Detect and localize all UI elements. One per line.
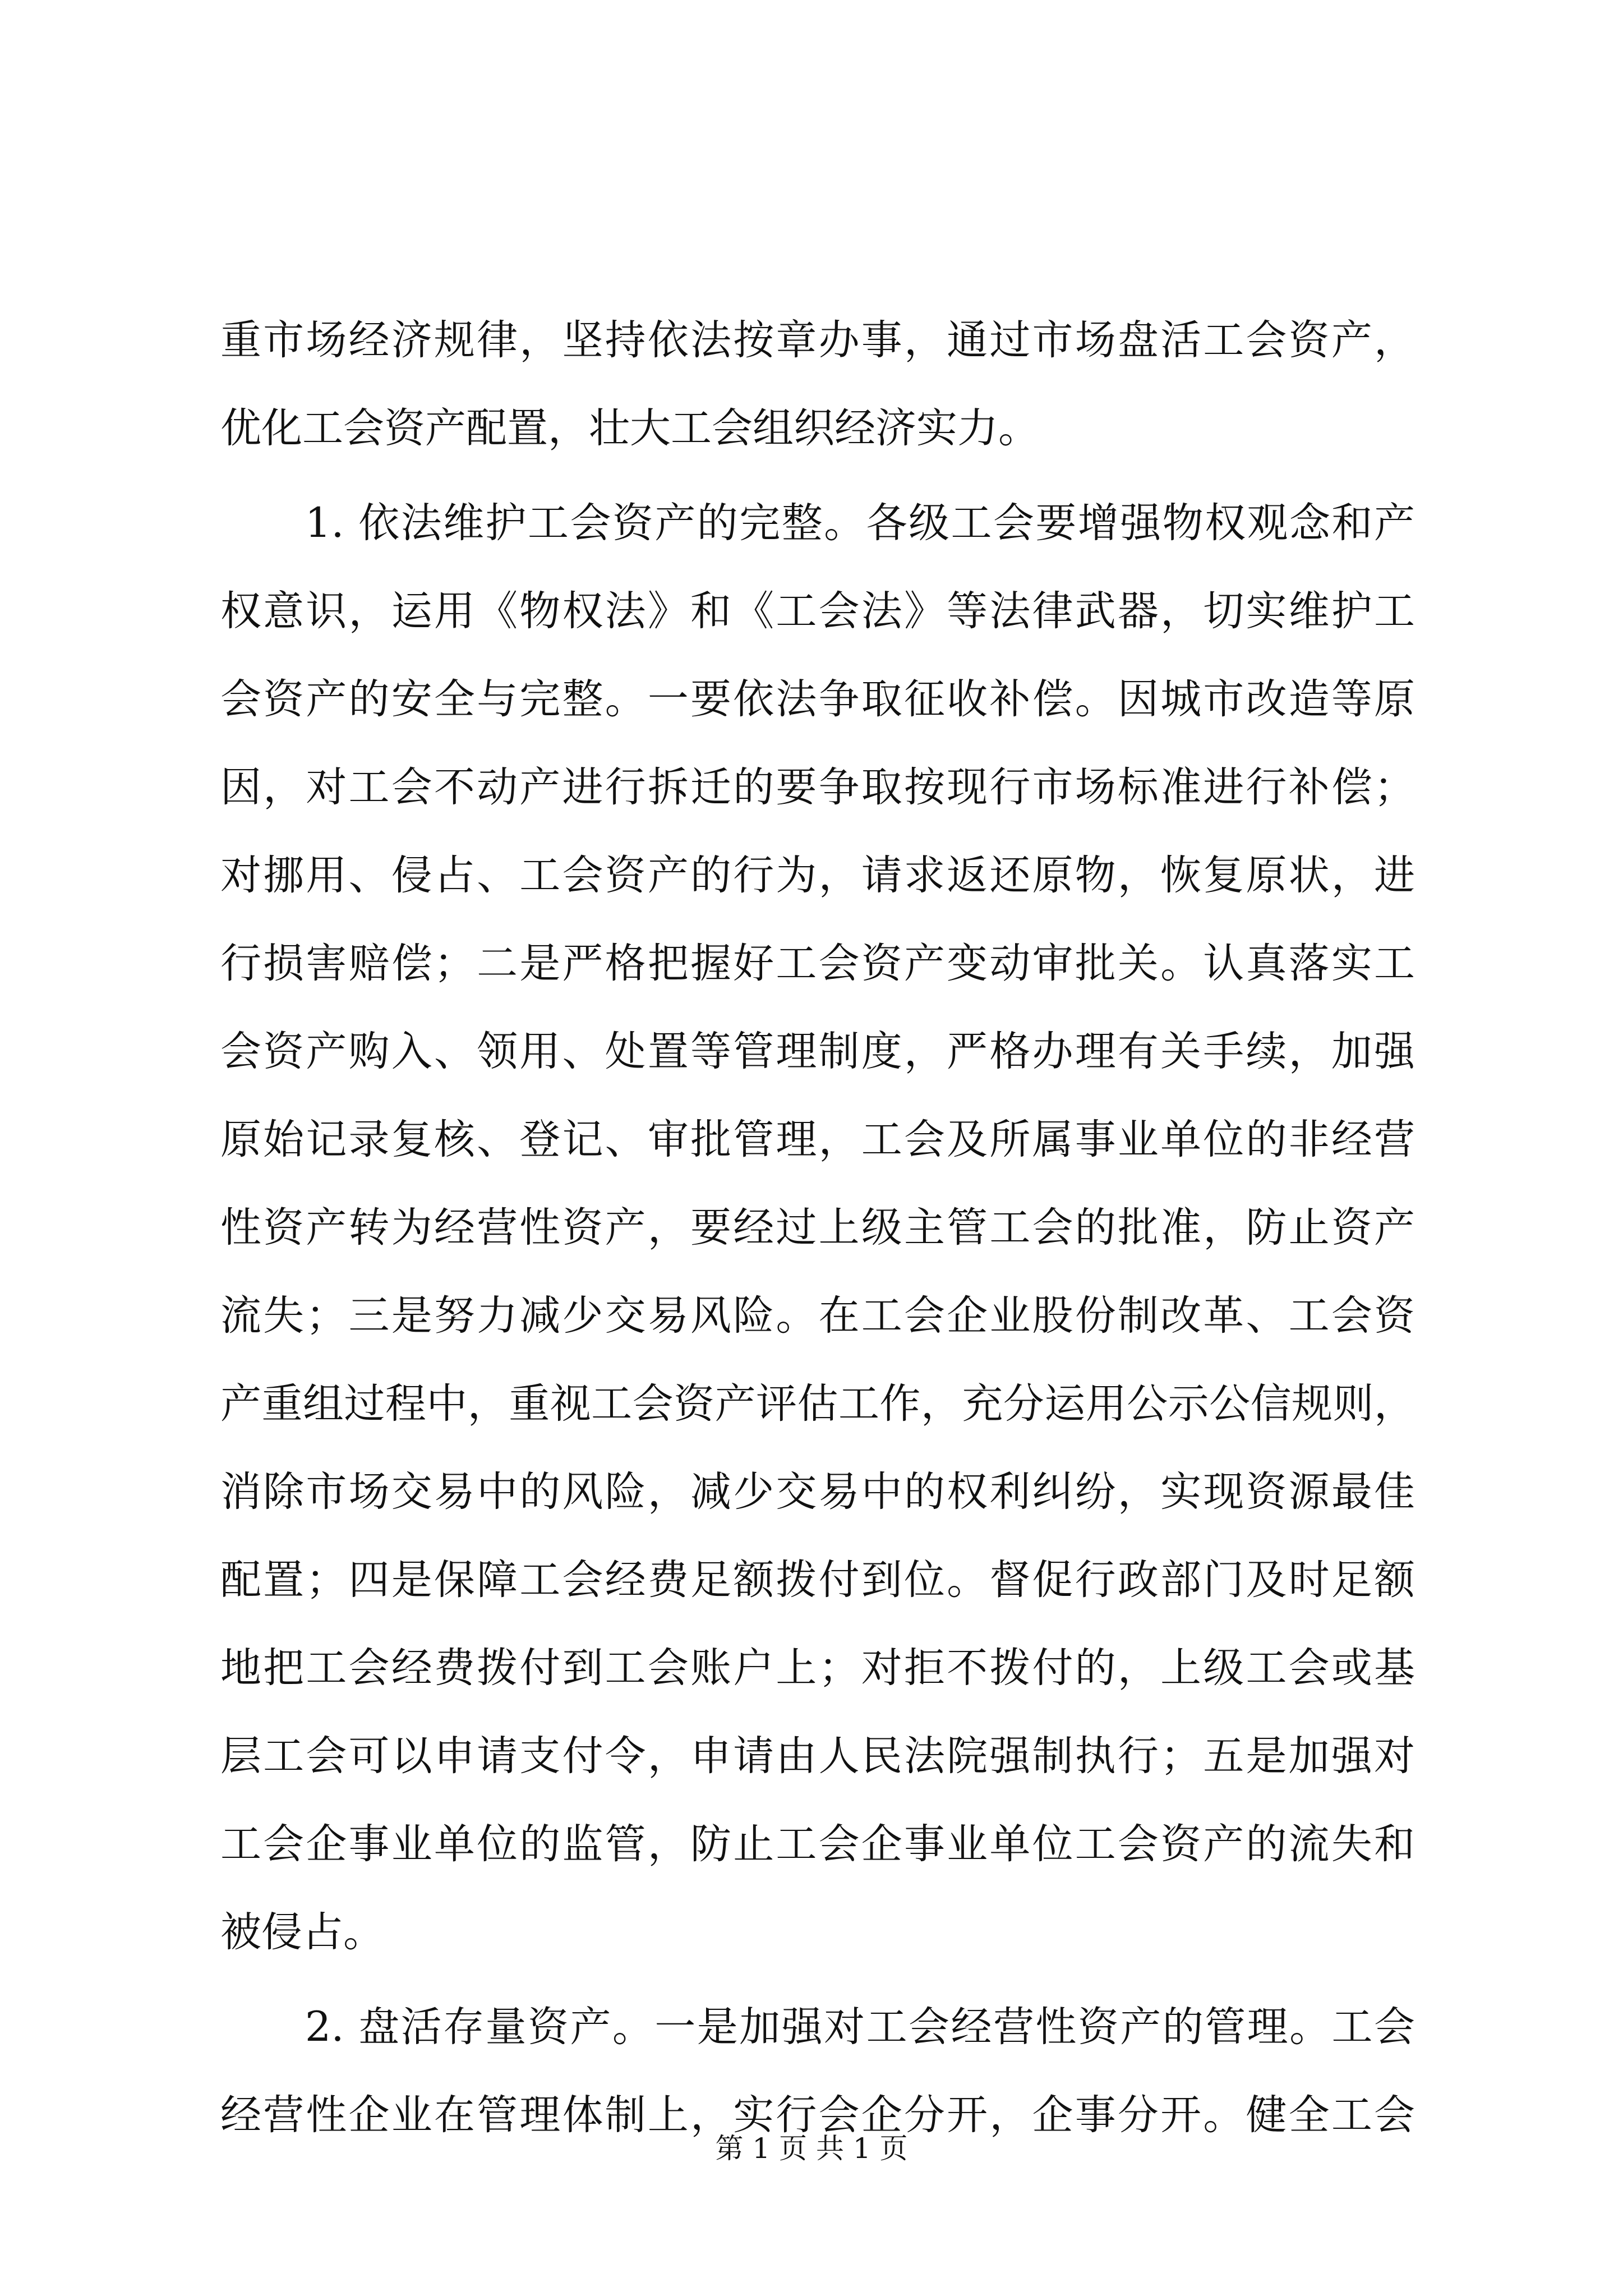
text-line: 工会企事业单位的监管，防止工会企事业单位工会资产的流失和 [220,1820,1415,1868]
text-line: 地把工会经费拨付到工会账户上；对拒不拨付的，上级工会或基 [220,1644,1415,1692]
text-line: 优化工会资产配置，壮大工会组织经济实力。 [220,404,1039,452]
paragraph-1-line: 1. 依法维护工会资产的完整。各级工会要增强物权观念和产 [220,499,1415,547]
text-line: 重市场经济规律，坚持依法按章办事，通过市场盘活工会资产， [220,316,1415,364]
text-line: 产重组过程中，重视工会资产评估工作，充分运用公示公信规则， [220,1380,1415,1428]
text-line: 被侵占。 [220,1908,384,1956]
body-text [220,296,1415,2159]
text-line: 消除市场交易中的风险，减少交易中的权利纠纷，实现资源最佳 [220,1468,1415,1516]
text-line: 因，对工会不动产进行拆迁的要争取按现行市场标准进行补偿； [220,763,1415,811]
text-line: 对挪用、侵占、工会资产的行为，请求返还原物，恢复原状，进 [220,852,1415,899]
text-line: 性资产转为经营性资产，要经过上级主管工会的批准，防止资产 [220,1204,1415,1251]
page-footer: 第 1 页 共 1 页 [715,2132,908,2165]
text-line: 权意识，运用《物权法》和《工会法》等法律武器，切实维护工 [220,587,1415,635]
text-line: 配置；四是保障工会经费足额拨付到位。督促行政部门及时足额 [220,1556,1415,1604]
paragraph-2-line: 2. 盘活存量资产。一是加强对工会经营性资产的管理。工会 [220,2003,1415,2051]
text-line: 会资产的安全与完整。一要依法争取征收补偿。因城市改造等原 [220,675,1415,723]
text-line: 经营性企业在管理体制上，实行会企分开，企事分开。健全工会 [220,2091,1415,2139]
text-line: 行损害赔偿；二是严格把握好工会资产变动审批关。认真落实工 [220,940,1415,987]
text-line: 流失；三是努力减少交易风险。在工会企业股份制改革、工会资 [220,1292,1415,1340]
text-line: 原始记录复核、登记、审批管理，工会及所属事业单位的非经营 [220,1116,1415,1163]
text-line: 层工会可以申请支付令，申请由人民法院强制执行；五是加强对 [220,1732,1415,1780]
text-line: 会资产购入、领用、处置等管理制度，严格办理有关手续，加强 [220,1028,1415,1075]
